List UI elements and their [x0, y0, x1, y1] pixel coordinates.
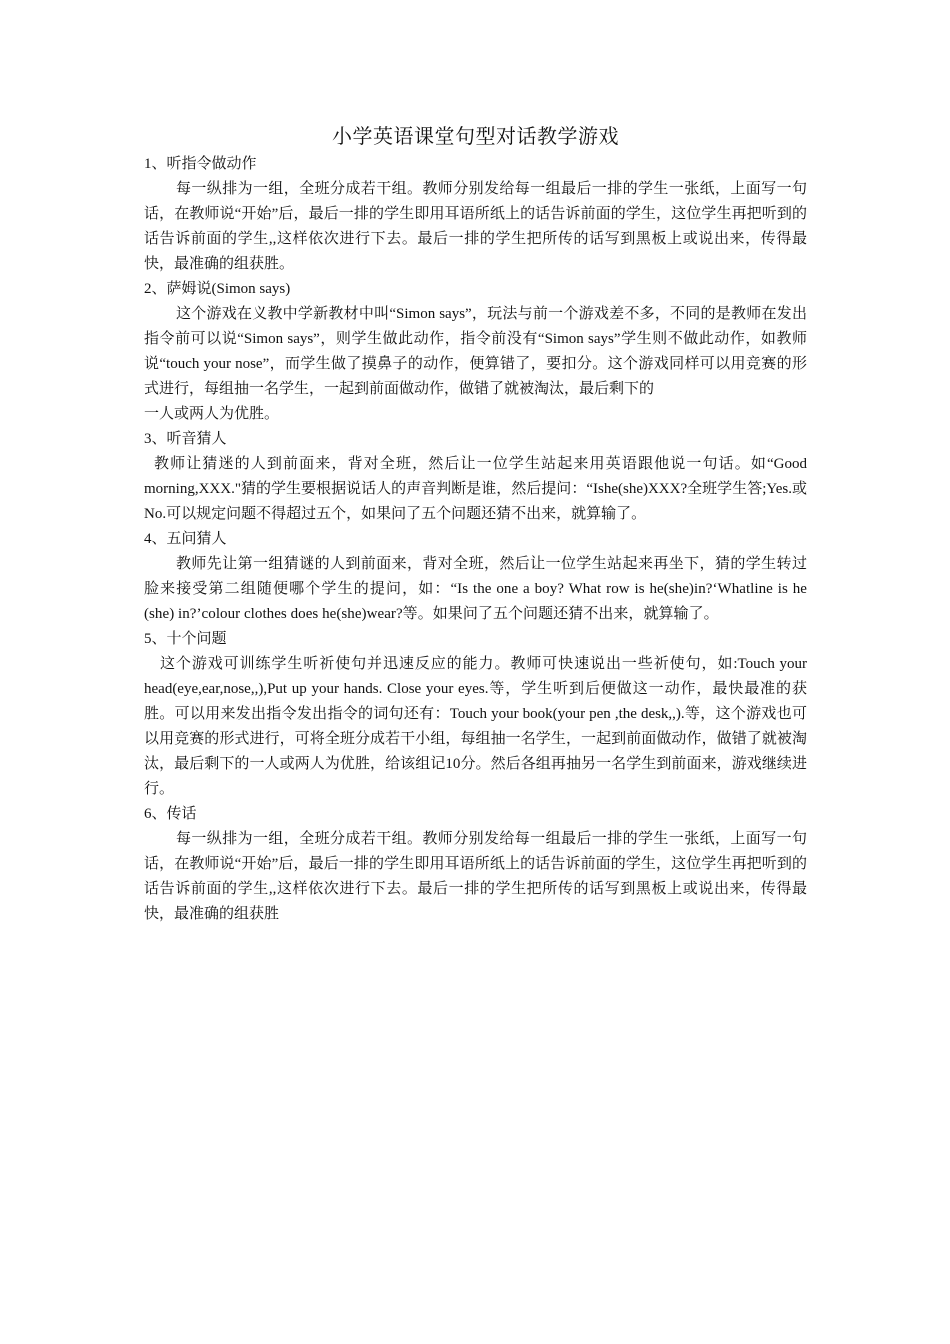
section-4 [144, 527, 807, 627]
section-1 [144, 152, 807, 277]
section-paragraph: 每一纵排为一组，全班分成若干组。教师分别发给每一组最后一排的学生一张纸，上面写一句话，在教师说“开始”后，最后一排的学生即用耳语所纸上的话告诉前面的学生，这位学生再把听到的话告诉前面的学生,,这样依次进行下去。最后一排的学生把所传的话写到黑板上或说出来，传得最快，最准确的组获胜。 [144, 181, 807, 272]
section-paragraph: 一人或两人为优胜。 [144, 406, 280, 422]
section-paragraph: 每一纵排为一组，全班分成若干组。教师分别发给每一组最后一排的学生一张纸，上面写一句话，在教师说“开始”后，最后一排的学生即用耳语所纸上的话告诉前面的学生，这位学生再把听到的话告诉前面的学生,,这样依次进行下去。最后一排的学生把所传的话写到黑板上或说出来，传得最快，最准确的组获胜 [144, 831, 807, 922]
section-heading: 1、听指令做动作 [144, 156, 257, 172]
section-paragraph: 教师让猜迷的人到前面来，背对全班，然后让一位学生站起来用英语跟他说一句话。如“Good morning,XXX."猜的学生要根据说话人的声音判断是谁，然后提问：“Ishe(she)XXX?全班学生答;Yes.或No.可以规定问题不得超过五个，如果问了五个问题还猜不出来，就算输了。 [144, 456, 807, 522]
section-heading: 5、十个问题 [144, 631, 227, 647]
section-paragraph: 教师先让第一组猜谜的人到前面来，背对全班，然后让一位学生站起来再坐下，猜的学生转过脸来接受第二组随便哪个学生的提问，如：“Is the one a boy? What row is he(she)in?‘Whatline is he (she) in?’colour clothes does he(she)wear?等。如果问了五个问题还猜不出来，就算输了。 [144, 556, 807, 622]
section-5 [144, 627, 807, 802]
section-heading: 3、听音猜人 [144, 431, 227, 447]
section-2 [144, 277, 807, 427]
section-heading: 6、传话 [144, 806, 197, 822]
document-title: 小学英语课堂句型对话教学游戏 [332, 126, 619, 148]
section-6 [144, 802, 807, 927]
section-heading: 2、萨姆说(Simon says) [144, 281, 291, 297]
section-paragraph: 这个游戏可训练学生听祈使句并迅速反应的能力。教师可快速说出一些祈使句，如:Touch your head(eye,ear,nose,,),Put up your hands. Close your eyes.等，学生听到后便做这一动作，最快最准的获胜。可以用来发出指令发出指令的词句还有：Touch your book(your pen ,the desk,,).等，这个游戏也可以用竞赛的形式进行，可将全班分成若干小组，每组抽一名学生，一起到前面做动作，做错了就被淘汰，最后剩下的一人或两人为优胜，给该组记10分。然后各组再抽另一名学生到前面来，游戏继续进行。 [144, 656, 807, 797]
section-heading: 4、五问猜人 [144, 531, 227, 547]
section-paragraph: 这个游戏在义教中学新教材中叫“Simon says”，玩法与前一个游戏差不多，不同的是教师在发出指令前可以说“Simon says”，则学生做此动作，指令前没有“Simon says”学生则不做此动作，如教师说“touch your nose”，而学生做了摸鼻子的动作，便算错了，要扣分。这个游戏同样可以用竞赛的形式进行，每组抽一名学生，一起到前面做动作，做错了就被淘汰，最后剩下的 [144, 306, 807, 397]
section-3 [144, 427, 807, 527]
document-page [144, 122, 807, 927]
